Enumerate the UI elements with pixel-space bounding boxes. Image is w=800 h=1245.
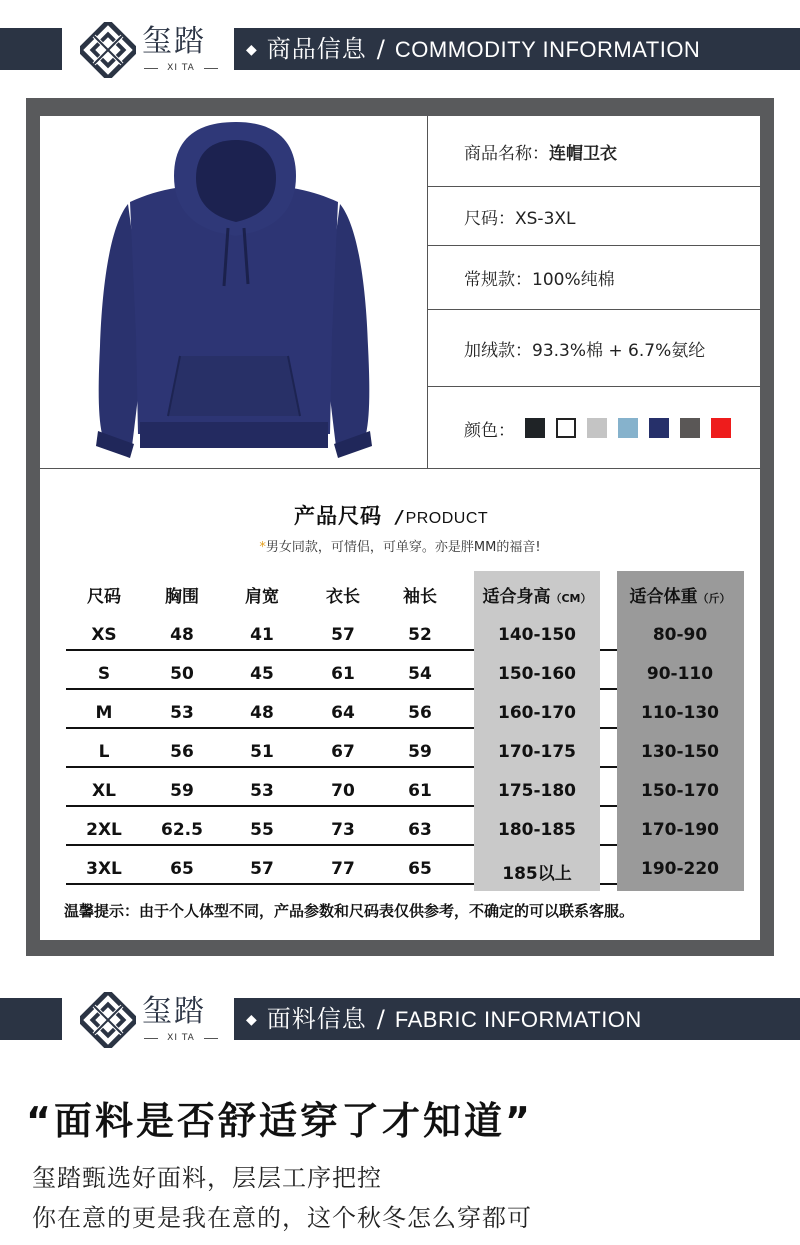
size-cell: 110-130 (640, 703, 720, 723)
size-cell: 56 (170, 742, 194, 762)
size-title-en: PRODUCT (405, 510, 489, 527)
table-row-divider (66, 844, 474, 846)
header-bar-left (0, 28, 62, 70)
color-swatch (711, 418, 731, 438)
brand-name: 玺踏 (142, 24, 206, 59)
spec-name-row (428, 116, 760, 187)
size-cell: 175-180 (497, 781, 577, 801)
size-cell: 41 (250, 625, 274, 645)
size-cell: 170-190 (640, 820, 720, 840)
size-cell: 59 (170, 781, 194, 801)
commodity-section-header (0, 8, 800, 90)
size-cell: 61 (408, 781, 432, 801)
note-star: * (259, 540, 266, 555)
spec-size-range: 尺码：XS-3XL (464, 208, 576, 229)
size-cell: 70 (331, 781, 355, 801)
size-cell: 150-160 (497, 664, 577, 684)
table-row-divider (600, 766, 617, 768)
brand-logo (80, 992, 225, 1048)
header-weight: 适合体重（斤） (629, 587, 731, 607)
color-swatch (649, 418, 669, 438)
size-cell: 150-170 (640, 781, 720, 801)
size-cell: 3XL (86, 859, 122, 879)
title-slash: / (376, 1005, 385, 1033)
product-image (40, 116, 428, 469)
spec-color-label: 颜色： (464, 420, 515, 441)
hoodie-illustration (40, 116, 428, 469)
size-cell: 73 (331, 820, 355, 840)
title-cn: 面料信息 (266, 1005, 367, 1033)
size-cell: 77 (331, 859, 355, 879)
table-row-divider (600, 883, 617, 885)
size-cell: 51 (250, 742, 274, 762)
size-cell: 48 (250, 703, 274, 723)
header-size: 尺码 (87, 587, 121, 607)
brand-name: 玺踏 (142, 994, 206, 1029)
spec-fleece-row (428, 310, 760, 387)
note-text: 男女同款，可情侣，可单穿。亦是胖MM的福音! (265, 540, 541, 555)
size-cell: 54 (408, 664, 432, 684)
weight-column-bg (617, 571, 744, 891)
size-cell: 55 (250, 820, 274, 840)
table-row-divider (600, 805, 617, 807)
brand-subtitle: XI TA (142, 1032, 220, 1044)
size-cell: 57 (331, 625, 355, 645)
size-cell: 180-185 (497, 820, 577, 840)
header-length: 衣长 (326, 587, 360, 607)
spec-name-label: 商品名称： (464, 143, 549, 164)
header-height: 适合身高（CM） (482, 587, 592, 607)
title-en: COMMODITY INFORMATION (394, 37, 701, 62)
header-shoulder: 肩宽 (245, 587, 279, 607)
fabric-quote: “面料是否舒适穿了才知道” (26, 1099, 533, 1143)
size-cell: 190-220 (640, 859, 720, 879)
spec-regular: 常规款：100%纯棉 (464, 270, 615, 290)
table-row-divider (66, 727, 474, 729)
size-cell: 65 (408, 859, 432, 879)
height-column-bg (474, 571, 600, 891)
table-row-divider (66, 649, 474, 651)
product-specs (428, 116, 760, 469)
size-cell: 50 (170, 664, 194, 684)
color-swatch (556, 418, 576, 438)
size-cell: 48 (170, 625, 194, 645)
size-cell: 63 (408, 820, 432, 840)
color-swatch (525, 418, 545, 438)
size-cell: 160-170 (497, 703, 577, 723)
fabric-desc-line-1: 玺踏甄选好面料，层层工序把控 (32, 1164, 382, 1192)
size-cell: 64 (331, 703, 355, 723)
spec-size-row (428, 187, 760, 246)
header-chest: 胸围 (165, 587, 199, 607)
size-cell: 53 (250, 781, 274, 801)
size-cell: 185以上 (502, 864, 572, 884)
title-en: FABRIC INFORMATION (394, 1007, 642, 1032)
size-cell: 52 (408, 625, 432, 645)
table-row-divider (600, 727, 617, 729)
size-cell: 62.5 (161, 820, 203, 840)
brand-logo-icon (80, 992, 136, 1048)
color-swatches (525, 418, 742, 438)
size-chart-title (294, 500, 488, 530)
size-title-cn: 产品尺码 (294, 504, 382, 528)
header-bar-left (0, 998, 62, 1040)
color-swatch (587, 418, 607, 438)
diamond-icon: ◆ (246, 1012, 257, 1028)
size-cell: XL (92, 781, 116, 801)
size-cell: 65 (170, 859, 194, 879)
table-row-divider (66, 883, 474, 885)
spec-name-value: 连帽卫衣 (549, 143, 617, 164)
brand-logo-icon (80, 22, 136, 78)
size-tip: 温馨提示：由于个人体型不同，产品参数和尺码表仅供参考，不确定的可以联系客服。 (64, 902, 635, 920)
color-swatch (618, 418, 638, 438)
size-cell: 140-150 (497, 625, 577, 645)
spec-regular-row (428, 246, 760, 310)
size-cell: 57 (250, 859, 274, 879)
fabric-desc-line-2: 你在意的更是我在意的，这个秋冬怎么穿都可 (32, 1204, 532, 1232)
brand-logo (80, 22, 225, 78)
fabric-title (246, 998, 642, 1040)
size-cell: 67 (331, 742, 355, 762)
table-row-divider (66, 766, 474, 768)
size-cell: 170-175 (497, 742, 577, 762)
size-cell: S (97, 664, 111, 684)
size-cell: 61 (331, 664, 355, 684)
size-cell: 56 (408, 703, 432, 723)
size-cell: 59 (408, 742, 432, 762)
table-row-divider (66, 688, 474, 690)
table-row-divider (600, 844, 617, 846)
table-row-divider (600, 649, 617, 651)
fabric-section-header (0, 978, 800, 1060)
table-row-divider (600, 688, 617, 690)
diamond-icon: ◆ (246, 42, 257, 58)
title-slash-mark: / (396, 507, 404, 528)
size-cell: 45 (250, 664, 274, 684)
size-cell: 130-150 (640, 742, 720, 762)
title-cn: 商品信息 (266, 35, 367, 63)
brand-subtitle: XI TA (142, 62, 220, 74)
info-panel (40, 116, 760, 940)
size-cell: L (98, 742, 110, 762)
size-cell: 53 (170, 703, 194, 723)
size-cell: XS (91, 625, 117, 645)
spec-fleece: 加绒款：93.3%棉 + 6.7%氨纶 (464, 340, 706, 361)
table-row-divider (66, 805, 474, 807)
size-cell: 2XL (86, 820, 122, 840)
size-cell: M (95, 703, 113, 723)
size-chart-note (40, 536, 760, 555)
spec-color-row (428, 387, 760, 469)
commodity-title (246, 28, 700, 70)
color-swatch (680, 418, 700, 438)
title-slash: / (376, 35, 385, 63)
header-sleeve: 袖长 (403, 587, 437, 607)
size-cell: 80-90 (652, 625, 708, 645)
size-cell: 90-110 (646, 664, 714, 684)
